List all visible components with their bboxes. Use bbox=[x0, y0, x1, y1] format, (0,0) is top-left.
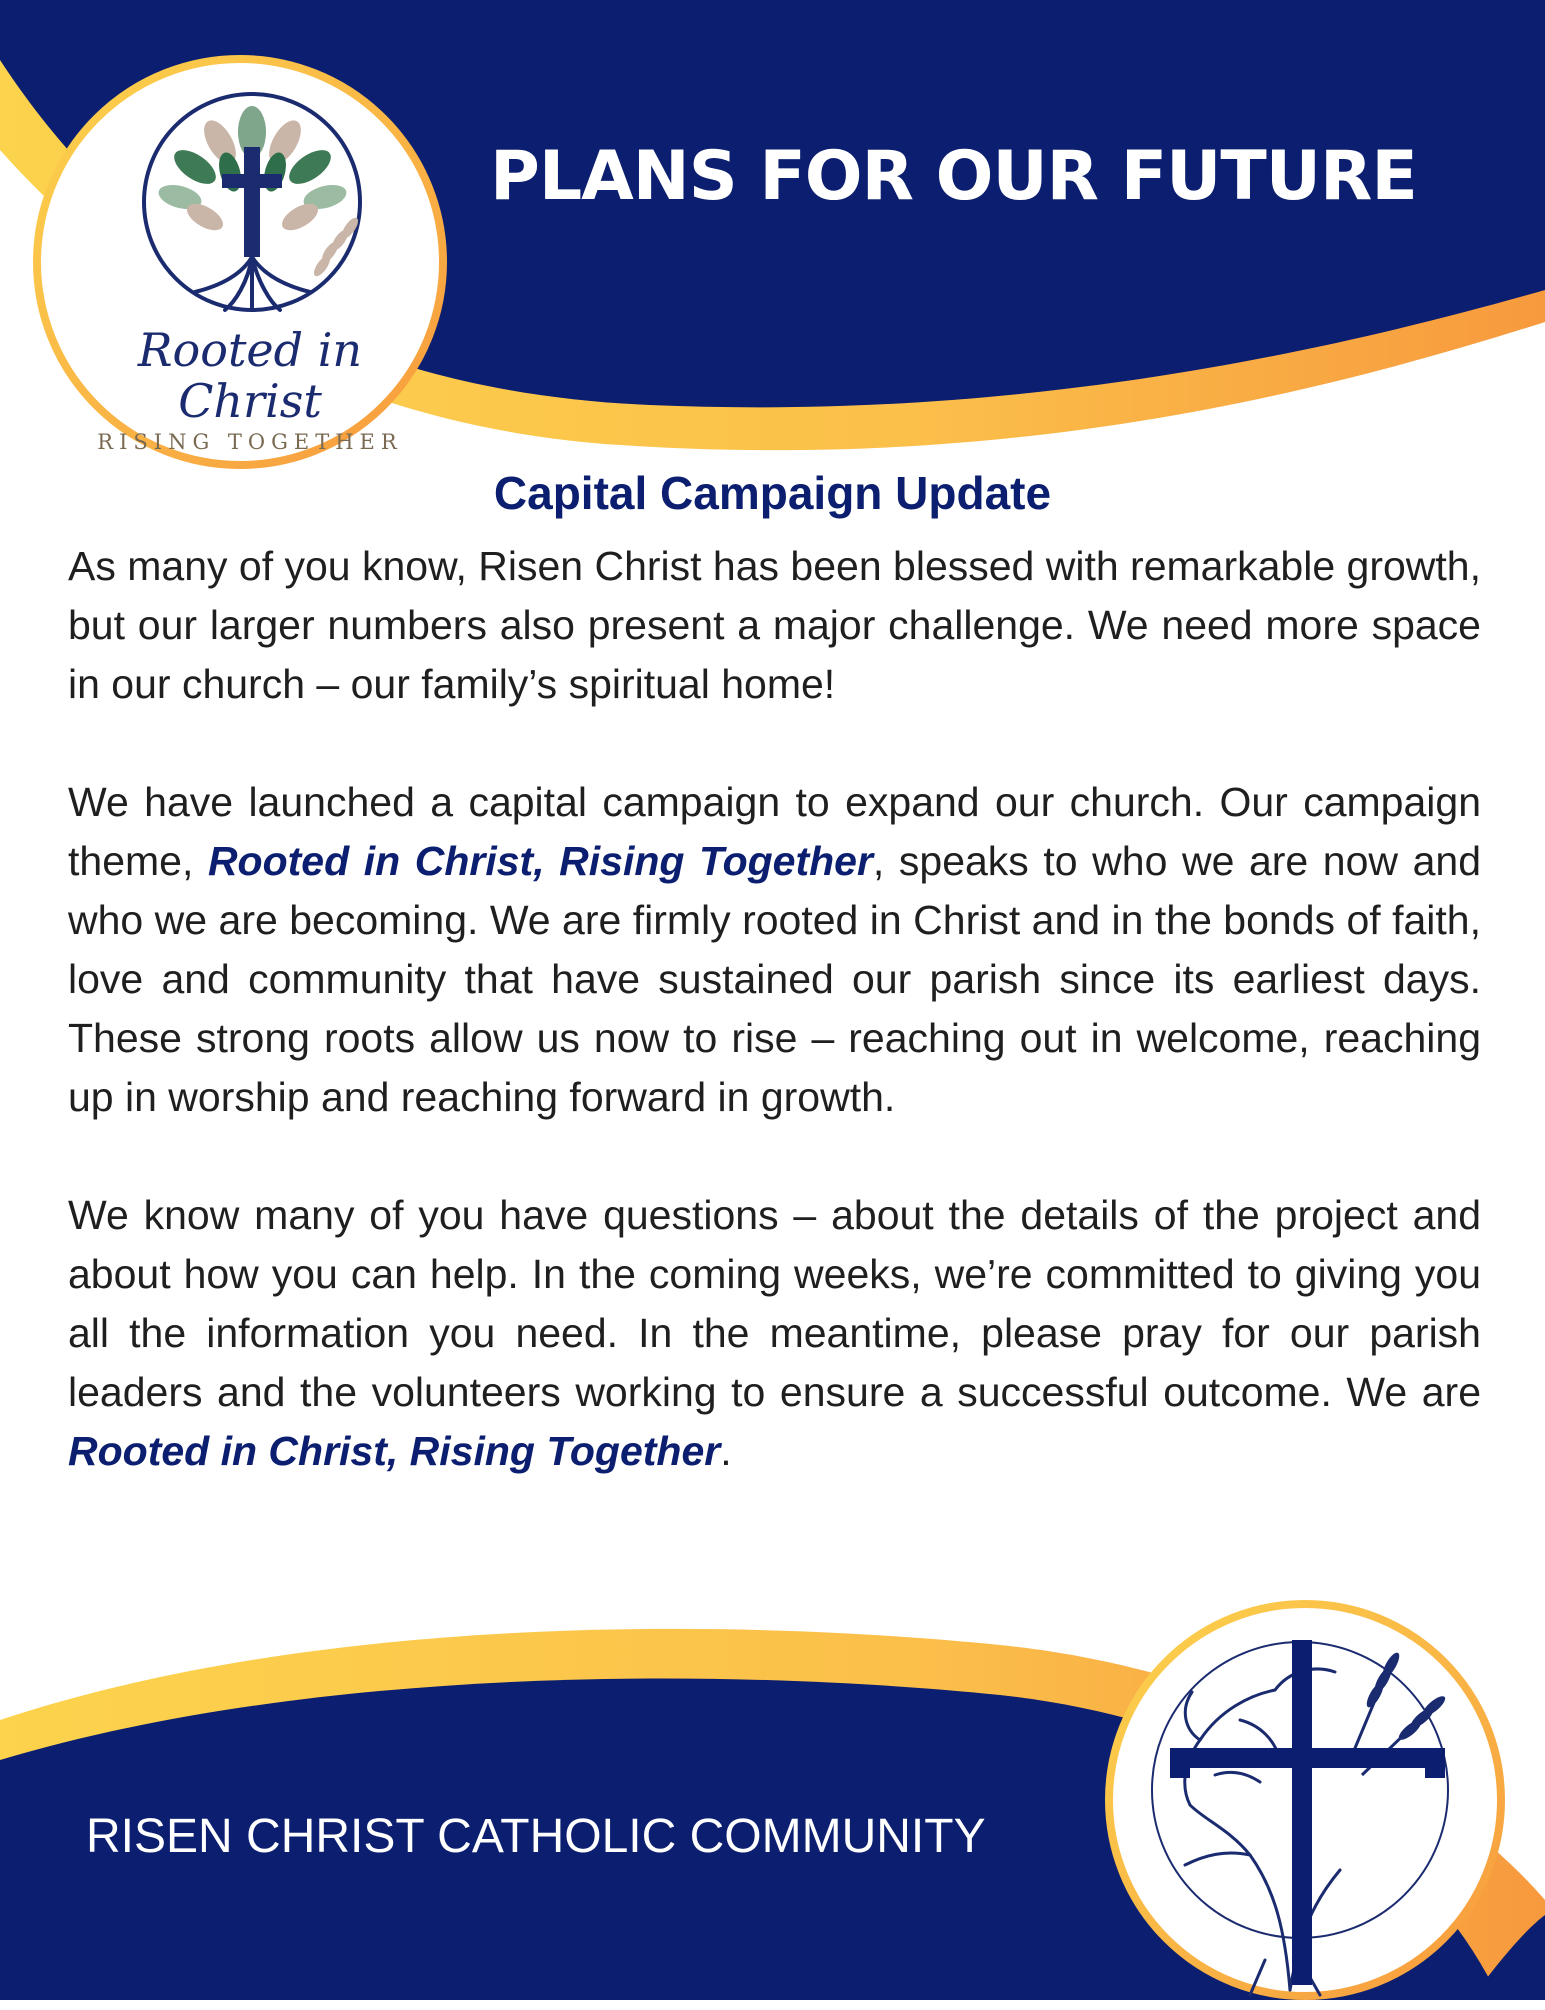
footer-community-name: RISEN CHRIST CATHOLIC COMMUNITY bbox=[86, 1810, 986, 1863]
paragraph-2-end: , speaks to who we are now and who we are becoming. We are firmly rooted in Christ and in the bonds of faith, love and community that have sustained our parish since its earliest days. These strong roots allow us now to rise – reaching out in welcome, reaching up in worship and reaching forward in growth. bbox=[68, 838, 1482, 1120]
closing-theme-highlight: Rooted in Christ, Rising Together bbox=[68, 1428, 721, 1474]
section-heading: Capital Campaign Update bbox=[493, 467, 1052, 519]
paragraph-3-end: . bbox=[720, 1428, 732, 1474]
paragraph-2-start: We have launched a capital campaign to expand our church. Our campaign theme, bbox=[68, 779, 1481, 884]
paragraph-2 bbox=[68, 773, 1481, 1127]
paragraph-3 bbox=[68, 1186, 1481, 1481]
page-title: PLANS FOR OUR FUTURE bbox=[490, 137, 1417, 216]
logo-text bbox=[60, 325, 440, 454]
paragraph-3-start: We know many of you have questions – about the details of the project and about how you can help. In the coming weeks, we’re committed to giving you all the information you need. In the meantime, please pray for our parish leaders and the volunteers working to ensure a successful outcome. We are bbox=[68, 1192, 1481, 1415]
body-text bbox=[68, 537, 1481, 1540]
logo-subtitle: RISING TOGETHER bbox=[97, 430, 403, 455]
parish-cross-tree-logo bbox=[1100, 1600, 1510, 2010]
paragraph-1: As many of you know, Risen Christ has been blessed with remarkable growth, but our larger numbers also present a major challenge. We need more space in our church – our family’s spiritual home! bbox=[68, 543, 1481, 707]
logo-script-text: Rooted in Christ bbox=[137, 323, 363, 428]
campaign-theme-highlight: Rooted in Christ, Rising Together bbox=[207, 838, 873, 884]
